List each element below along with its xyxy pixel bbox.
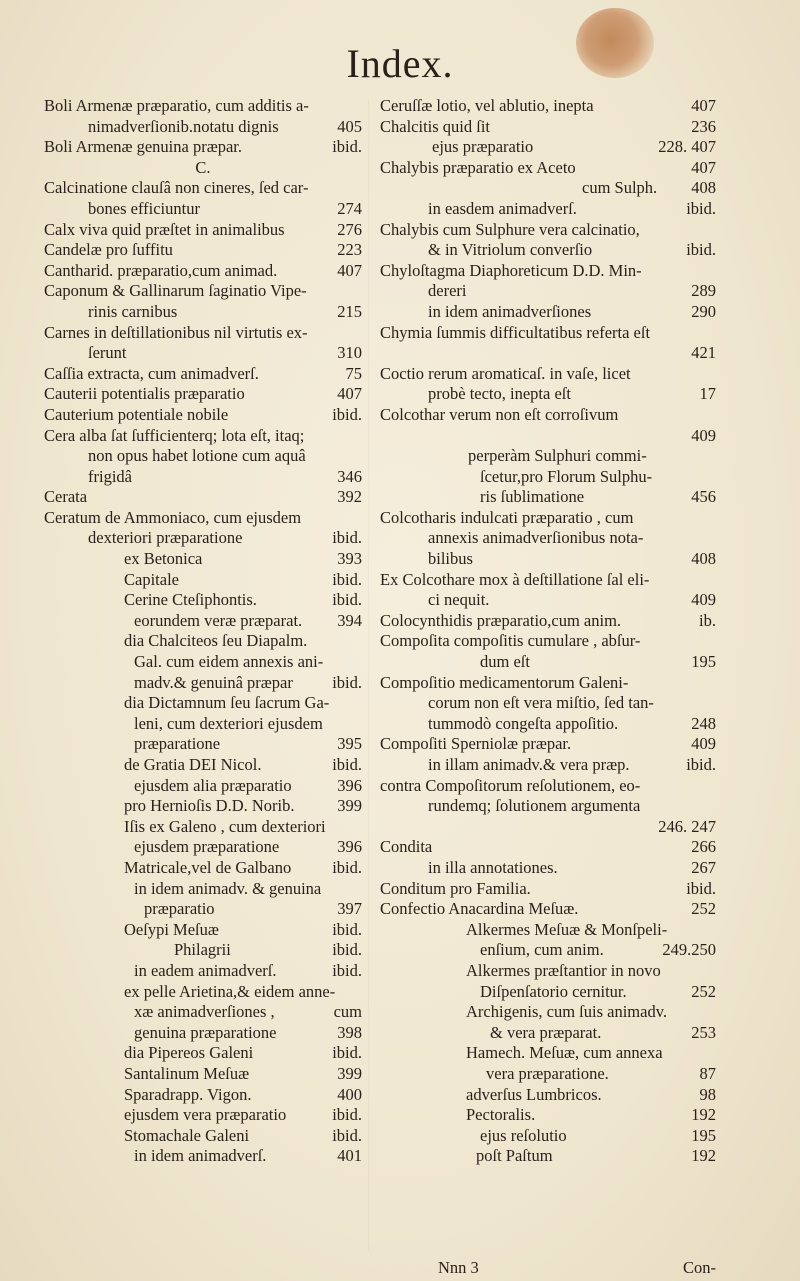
entry-text: de Gratia DEI Nicol. bbox=[124, 755, 262, 774]
entry-page-ref: 407 bbox=[691, 157, 716, 177]
entry-page-ref: ibid. bbox=[332, 672, 362, 692]
entry-text: adverſus Lumbricos. bbox=[466, 1084, 602, 1104]
entry-page-ref: 407 bbox=[337, 260, 362, 280]
index-entry bbox=[380, 261, 716, 282]
entry-text: rundemq; ſolutionem argumenta bbox=[428, 796, 641, 816]
entry-text: Boli Armenæ genuina præpar. bbox=[44, 137, 242, 157]
entry-text: Philagrii bbox=[174, 940, 231, 960]
entry-page-ref: 276 bbox=[337, 219, 362, 239]
entry-text: ris ſublimatione bbox=[480, 487, 585, 507]
index-entry bbox=[380, 364, 716, 385]
entry-text: Chymia ſummis difficultatibus referta eſt bbox=[380, 322, 651, 342]
entry-text: Cantharid. præparatio,cum animad. bbox=[44, 260, 278, 280]
entry-text: C. bbox=[195, 157, 211, 177]
entry-text: madv.& genuinâ præpar bbox=[134, 672, 293, 692]
entry-page-ref: ibid. bbox=[332, 940, 362, 960]
entry-page-ref: 398 bbox=[337, 1022, 362, 1042]
entry-text: Capitale bbox=[124, 569, 179, 589]
entry-page-ref: ibid. bbox=[332, 569, 362, 589]
entry-page-ref: 407 bbox=[691, 96, 716, 115]
index-entry bbox=[44, 487, 362, 508]
index-entry bbox=[380, 714, 716, 735]
entry-page-ref: cum bbox=[333, 1002, 362, 1022]
index-entry bbox=[44, 240, 362, 261]
index-entry bbox=[380, 817, 716, 838]
entry-page-ref: 408 bbox=[691, 549, 716, 569]
entry-text: Pectoralis. bbox=[466, 1105, 536, 1125]
index-entry bbox=[380, 570, 716, 591]
entry-page-ref: ibid. bbox=[332, 960, 362, 980]
entry-page-ref: 87 bbox=[699, 1063, 716, 1083]
index-entry bbox=[44, 508, 362, 529]
entry-page-ref: 266 bbox=[691, 837, 716, 857]
entry-text: Compoſita compoſitis cumulare , abſur- bbox=[380, 631, 641, 651]
entry-page-ref: 409 bbox=[691, 590, 716, 610]
index-entry bbox=[44, 302, 362, 323]
entry-text: in illa annotationes. bbox=[428, 857, 558, 877]
index-entry bbox=[380, 961, 716, 982]
entry-text: perperàm Sulphuri commi- bbox=[468, 446, 647, 466]
entry-page-ref: 236 bbox=[691, 116, 716, 136]
entry-page-ref: 249.250 bbox=[662, 940, 716, 960]
entry-text: in eadem animadverſ. bbox=[134, 960, 277, 980]
entry-page-ref: 195 bbox=[691, 652, 716, 672]
entry-text: dia Dictamnum ſeu ſacrum Ga- bbox=[124, 693, 330, 713]
entry-page-ref: 253 bbox=[691, 1022, 716, 1042]
entry-page-ref: 392 bbox=[337, 487, 362, 507]
entry-page-ref: 75 bbox=[345, 363, 362, 383]
entry-text: in easdem animadverſ. bbox=[428, 198, 577, 218]
entry-text: dexteriori præparatione bbox=[88, 528, 243, 548]
entry-text: nimadverſionib.notatu dignis bbox=[88, 116, 279, 136]
index-entry bbox=[44, 961, 362, 982]
entry-text: corum non eſt vera miſtio, ſed tan- bbox=[428, 693, 654, 713]
index-entry bbox=[44, 1146, 362, 1167]
entry-text: & vera præparat. bbox=[490, 1022, 602, 1042]
entry-text: xæ animadverſiones , bbox=[134, 1002, 275, 1022]
entry-page-ref: 407 bbox=[337, 384, 362, 404]
index-entry bbox=[380, 652, 716, 673]
entry-page-ref: ib. bbox=[699, 610, 716, 630]
entry-page-ref: 252 bbox=[691, 899, 716, 919]
entry-page-ref: 192 bbox=[691, 1105, 716, 1125]
entry-text: dia Pipereos Galeni bbox=[124, 1043, 254, 1063]
entry-page-ref: 215 bbox=[337, 301, 362, 321]
entry-text: Ceratum de Ammoniaco, cum ejusdem bbox=[44, 507, 302, 527]
entry-page-ref: 98 bbox=[699, 1084, 716, 1104]
entry-text: Calx viva quid præſtet in animalibus bbox=[44, 219, 285, 239]
entry-page-ref: 346 bbox=[337, 466, 362, 486]
entry-text: ſcetur,pro Florum Sulphu- bbox=[480, 466, 653, 486]
index-entry bbox=[44, 426, 362, 447]
index-entry bbox=[380, 631, 716, 652]
entry-text: Alkermes præſtantior in novo bbox=[466, 960, 661, 980]
entry-page-ref: 421 bbox=[691, 343, 716, 363]
index-entry bbox=[44, 611, 362, 632]
entry-text: Chalybis cum Sulphure vera calcinatio, bbox=[380, 219, 640, 239]
entry-page-ref: ibid. bbox=[686, 240, 716, 260]
index-entry bbox=[380, 323, 716, 344]
index-entry bbox=[380, 137, 716, 158]
index-entry bbox=[380, 240, 716, 261]
entry-text: in idem animadverſiones bbox=[428, 301, 592, 321]
index-entry bbox=[380, 1043, 716, 1064]
entry-page-ref: ibid. bbox=[686, 755, 716, 774]
entry-page-ref: 396 bbox=[337, 775, 362, 795]
index-entry bbox=[380, 1126, 716, 1147]
index-entry bbox=[44, 1085, 362, 1106]
entry-page-ref: ibid. bbox=[332, 919, 362, 939]
entry-page-ref: ibid. bbox=[332, 1125, 362, 1145]
index-entry bbox=[380, 508, 716, 529]
entry-text: Confectio Anacardina Meſuæ. bbox=[380, 899, 579, 919]
index-entry bbox=[380, 611, 716, 632]
index-entry bbox=[44, 570, 362, 591]
index-entry bbox=[44, 920, 362, 941]
signature-mark: Nnn 3 bbox=[438, 1258, 479, 1277]
entry-text: annexis animadverſionibus nota- bbox=[428, 528, 644, 548]
index-entry bbox=[44, 384, 362, 405]
entry-text: cum Sulph. bbox=[582, 178, 658, 198]
entry-text: pro Hernioſis D.D. Norib. bbox=[124, 796, 295, 816]
entry-text: præparatione bbox=[134, 734, 221, 754]
index-entry bbox=[380, 1085, 716, 1106]
index-entry bbox=[380, 899, 716, 920]
entry-page-ref: 397 bbox=[337, 899, 362, 919]
entry-text: Conditum pro Familia. bbox=[380, 878, 531, 898]
entry-page-ref: ibid. bbox=[332, 137, 362, 157]
entry-text: Oeſypi Meſuæ bbox=[124, 919, 219, 939]
index-entry bbox=[44, 178, 362, 199]
index-entry bbox=[380, 302, 716, 323]
entry-text: Caſſia extracta, cum animadverſ. bbox=[44, 363, 259, 383]
entry-text: ejusdem præparatione bbox=[134, 837, 280, 857]
entry-text: in illam animadv.& vera præp. bbox=[428, 755, 630, 774]
index-entry bbox=[380, 96, 716, 117]
index-entry bbox=[380, 734, 716, 755]
entry-page-ref: ibid. bbox=[332, 404, 362, 424]
index-entry bbox=[380, 1105, 716, 1126]
index-entry bbox=[380, 673, 716, 694]
catchword: Con- bbox=[683, 1258, 716, 1277]
entry-page-ref: ibid. bbox=[686, 198, 716, 218]
entry-text: Colcotharis indulcati præparatio , cum bbox=[380, 507, 634, 527]
index-entry bbox=[380, 693, 716, 714]
entry-text: probè tecto, inepta eſt bbox=[428, 384, 571, 404]
entry-text: Chyloſtagma Diaphoreticum D.D. Min- bbox=[380, 260, 642, 280]
entry-text: Calcinatione clauſâ non cineres, ſed car- bbox=[44, 178, 309, 198]
entry-text: Boli Armenæ præparatio, cum additis a- bbox=[44, 96, 309, 115]
index-entry bbox=[380, 837, 716, 858]
index-entry bbox=[44, 446, 362, 467]
index-entry bbox=[44, 631, 362, 652]
entry-page-ref: 267 bbox=[691, 857, 716, 877]
index-entry bbox=[380, 1023, 716, 1044]
index-entry bbox=[44, 776, 362, 797]
index-entry bbox=[44, 220, 362, 241]
entry-page-ref: 252 bbox=[691, 981, 716, 1001]
entry-text: Colcothar verum non eſt corroſivum bbox=[380, 404, 619, 424]
index-entry bbox=[44, 1126, 362, 1147]
entry-text: enſium, cum anim. bbox=[480, 940, 604, 960]
index-entry bbox=[380, 117, 716, 138]
index-entry bbox=[380, 220, 716, 241]
index-entry bbox=[380, 755, 716, 776]
entry-text: frigidâ bbox=[88, 466, 132, 486]
index-entry bbox=[44, 1064, 362, 1085]
entry-text: Matricale,vel de Galbano bbox=[124, 857, 292, 877]
index-entry bbox=[44, 261, 362, 282]
entry-page-ref: ibid. bbox=[332, 1043, 362, 1063]
entry-text: genuina præparatione bbox=[134, 1022, 277, 1042]
index-entry bbox=[380, 879, 716, 900]
index-entry bbox=[44, 323, 362, 344]
entry-page-ref: ibid. bbox=[332, 857, 362, 877]
entry-text: dia Chalciteos ſeu Diapalm. bbox=[124, 631, 308, 651]
index-entry bbox=[380, 982, 716, 1003]
entry-page-ref: 405 bbox=[337, 116, 362, 136]
index-entry bbox=[44, 96, 362, 117]
index-entry bbox=[380, 796, 716, 817]
column-gutter bbox=[368, 100, 369, 1250]
entry-page-ref: 400 bbox=[337, 1084, 362, 1104]
entry-page-ref: 408 bbox=[691, 178, 716, 198]
index-entry bbox=[44, 590, 362, 611]
right-column bbox=[380, 96, 716, 1167]
entry-page-ref: 395 bbox=[337, 734, 362, 754]
entry-page-ref: ibid. bbox=[332, 528, 362, 548]
index-entry bbox=[44, 1023, 362, 1044]
index-entry bbox=[380, 281, 716, 302]
entry-text: vera præparatione. bbox=[486, 1063, 609, 1083]
entry-page-ref: 456 bbox=[691, 487, 716, 507]
index-entry bbox=[380, 343, 716, 364]
entry-text: Coctio rerum aromaticaſ. in vaſe, licet bbox=[380, 363, 631, 383]
entry-page-ref: ibid. bbox=[686, 878, 716, 898]
page-title: Index. bbox=[346, 41, 454, 86]
index-entry bbox=[44, 755, 362, 776]
index-entry bbox=[380, 940, 716, 961]
index-entry bbox=[380, 1002, 716, 1023]
index-entry bbox=[44, 405, 362, 426]
entry-page-ref: ibid. bbox=[332, 1105, 362, 1125]
index-entry bbox=[44, 858, 362, 879]
entry-page-ref: 409 bbox=[691, 734, 716, 754]
entry-text: contra Compoſitorum reſolutionem, eo- bbox=[380, 775, 641, 795]
entry-page-ref: 310 bbox=[337, 343, 362, 363]
entry-text: ci nequit. bbox=[428, 590, 490, 610]
index-entry bbox=[44, 899, 362, 920]
index-entry bbox=[380, 1064, 716, 1085]
entry-text: bones efficiuntur bbox=[88, 198, 200, 218]
entry-text: ejus reſolutio bbox=[480, 1125, 567, 1145]
entry-text: Hamech. Meſuæ, cum annexa bbox=[466, 1043, 663, 1063]
entry-text: Diſpenſatorio cernitur. bbox=[480, 981, 627, 1001]
entry-text: Chalybis præparatio ex Aceto bbox=[380, 157, 576, 177]
index-entry bbox=[44, 982, 362, 1003]
entry-text: bilibus bbox=[428, 549, 473, 569]
entry-text: ſerunt bbox=[88, 343, 127, 363]
entry-text: Ceruſſæ lotio, vel ablutio, inepta bbox=[380, 96, 594, 115]
entry-page-ref: 274 bbox=[337, 198, 362, 218]
index-entry bbox=[44, 734, 362, 755]
entry-text: & in Vitriolum converſio bbox=[428, 240, 593, 260]
index-entry bbox=[44, 673, 362, 694]
index-entry bbox=[380, 467, 716, 488]
entry-page-ref: 248 bbox=[691, 713, 716, 733]
entry-page-ref: 192 bbox=[691, 1146, 716, 1166]
index-entry bbox=[44, 281, 362, 302]
entry-text: ex Betonica bbox=[124, 549, 203, 569]
entry-text: Iſis ex Galeno , cum dexteriori bbox=[124, 816, 326, 836]
index-entry bbox=[44, 837, 362, 858]
entry-text: leni, cum dexteriori ejusdem bbox=[134, 713, 323, 733]
entry-page-ref: 394 bbox=[337, 610, 362, 630]
index-entry bbox=[44, 364, 362, 385]
entry-text: poſt Paſtum bbox=[476, 1146, 553, 1166]
index-entry bbox=[380, 426, 716, 447]
index-entry bbox=[44, 1002, 362, 1023]
entry-text: in idem animadv. & genuina bbox=[134, 878, 322, 898]
index-entry bbox=[44, 714, 362, 735]
entry-page-ref: 393 bbox=[337, 549, 362, 569]
entry-text: Gal. cum eidem annexis ani- bbox=[134, 652, 324, 672]
entry-text: dum eſt bbox=[480, 652, 530, 672]
entry-text: ex pelle Arietina,& eidem anne- bbox=[124, 981, 336, 1001]
index-entry bbox=[44, 817, 362, 838]
index-entry bbox=[44, 117, 362, 138]
entry-text: rinis carnibus bbox=[88, 301, 178, 321]
index-entry bbox=[44, 343, 362, 364]
index-entry bbox=[380, 776, 716, 797]
index-entry bbox=[44, 158, 362, 179]
entry-page-ref: 228. 407 bbox=[658, 137, 716, 157]
index-entry bbox=[380, 384, 716, 405]
entry-page-ref: 195 bbox=[691, 1125, 716, 1145]
index-entry bbox=[44, 879, 362, 900]
entry-page-ref: ibid. bbox=[332, 755, 362, 774]
index-entry bbox=[380, 178, 716, 199]
entry-text: dereri bbox=[428, 281, 467, 301]
entry-text: Ex Colcothare mox à deſtillatione ſal eli- bbox=[380, 569, 650, 589]
index-entry bbox=[44, 1043, 362, 1064]
index-entry bbox=[44, 693, 362, 714]
entry-page-ref: 289 bbox=[691, 281, 716, 301]
index-entry bbox=[380, 528, 716, 549]
entry-text: eorundem veræ præparat. bbox=[134, 610, 303, 630]
entry-text: Colocynthidis præparatio,cum anim. bbox=[380, 610, 622, 630]
index-entry bbox=[380, 446, 716, 467]
entry-text: Alkermes Meſuæ & Monſpeli- bbox=[466, 919, 668, 939]
entry-text: Cauterii potentialis præparatio bbox=[44, 384, 245, 404]
entry-page-ref: 17 bbox=[699, 384, 716, 404]
entry-page-ref: 399 bbox=[337, 796, 362, 816]
entry-text: non opus habet lotione cum aquâ bbox=[88, 446, 306, 466]
entry-text: Cera alba ſat ſufficienterq; lota eſt, itaq; bbox=[44, 425, 305, 445]
entry-text: ejusdem alia præparatio bbox=[134, 775, 292, 795]
index-entry bbox=[44, 940, 362, 961]
entry-page-ref: ibid. bbox=[332, 590, 362, 610]
entry-text: Santalinum Meſuæ bbox=[124, 1063, 250, 1083]
entry-text: Compoſiti Sperniolæ præpar. bbox=[380, 734, 572, 754]
entry-text: Compoſitio medicamentorum Galeni- bbox=[380, 672, 629, 692]
entry-text: Archigenis, cum ſuis animadv. bbox=[466, 1002, 668, 1022]
index-entry bbox=[44, 199, 362, 220]
entry-text: Chalcitis quid ſit bbox=[380, 116, 490, 136]
entry-text: Condita bbox=[380, 837, 433, 857]
index-entry bbox=[380, 858, 716, 879]
entry-page-ref: 396 bbox=[337, 837, 362, 857]
entry-text: Sparadrapp. Vigon. bbox=[124, 1084, 252, 1104]
entry-text: Cerine Cteſiphontis. bbox=[124, 590, 257, 610]
entry-text: tummodò congeſta appoſitio. bbox=[428, 713, 619, 733]
entry-page-ref: 290 bbox=[691, 301, 716, 321]
entry-text: in idem animadverſ. bbox=[134, 1146, 267, 1166]
entry-text: Stomachale Galeni bbox=[124, 1125, 250, 1145]
entry-text: Caponum & Gallinarum ſaginatio Vipe- bbox=[44, 281, 307, 301]
index-entry bbox=[380, 1146, 716, 1167]
index-entry bbox=[380, 158, 716, 179]
entry-page-ref: 223 bbox=[337, 240, 362, 260]
index-entry bbox=[44, 467, 362, 488]
entry-text: Carnes in deſtillationibus nil virtutis ex- bbox=[44, 322, 308, 342]
left-column bbox=[44, 96, 362, 1167]
index-entry bbox=[44, 137, 362, 158]
page-footer bbox=[380, 1258, 716, 1278]
index-entry bbox=[44, 796, 362, 817]
index-entry bbox=[44, 1105, 362, 1126]
index-entry bbox=[380, 199, 716, 220]
entry-page-ref: 409 bbox=[691, 425, 716, 445]
index-entry bbox=[44, 652, 362, 673]
entry-page-ref: 399 bbox=[337, 1063, 362, 1083]
index-entry bbox=[380, 590, 716, 611]
entry-text: ejus præparatio bbox=[432, 137, 534, 157]
entry-text: præparatio bbox=[144, 899, 215, 919]
entry-text: ejusdem vera præparatio bbox=[124, 1105, 287, 1125]
entry-page-ref: 401 bbox=[337, 1146, 362, 1166]
index-entry bbox=[380, 549, 716, 570]
index-entry bbox=[44, 549, 362, 570]
index-entry bbox=[380, 405, 716, 426]
index-entry bbox=[380, 487, 716, 508]
index-entry bbox=[380, 920, 716, 941]
entry-text: Candelæ pro ſuffitu bbox=[44, 240, 173, 260]
entry-page-ref: 246. 247 bbox=[658, 816, 716, 836]
entry-text: Cauterium potentiale nobile bbox=[44, 404, 229, 424]
index-entry bbox=[44, 528, 362, 549]
entry-text: Cerata bbox=[44, 487, 88, 507]
